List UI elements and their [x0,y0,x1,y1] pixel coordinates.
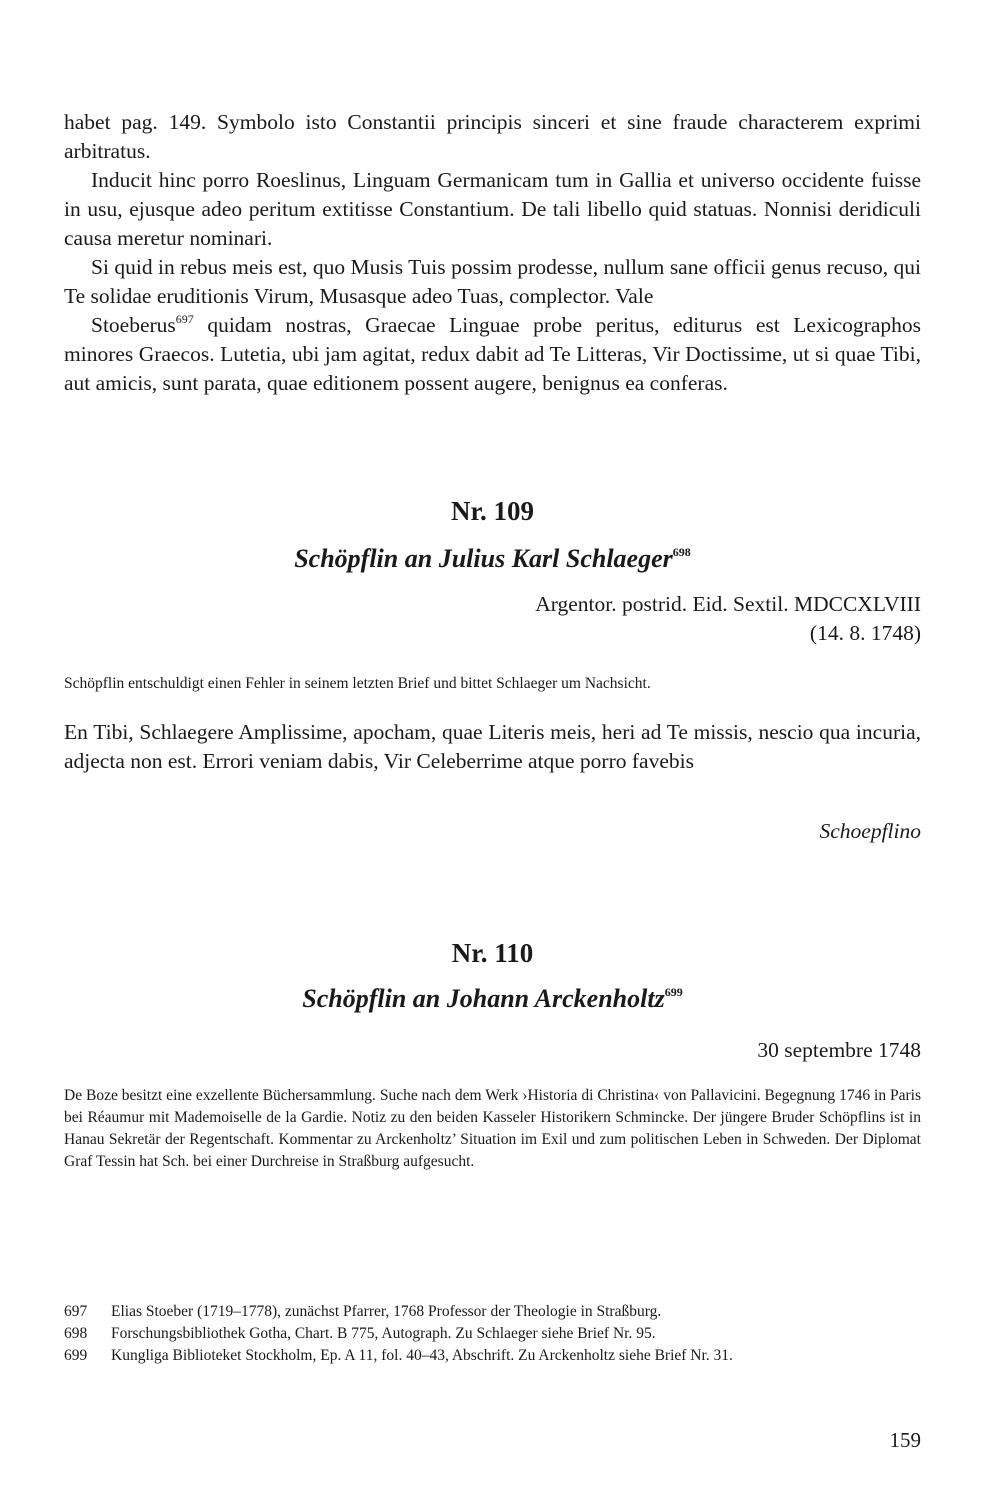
footnote-number: 698 [64,1325,88,1342]
letter-heading-text: Schöpflin an Julius Karl Schlaeger [294,544,673,573]
letter-text: En Tibi, Schlaegere Amplissime, apocham, quae Literis meis, heri ad Te missis, nescio qua incuria, adjecta non est. Errori veniam dabis, Vir Celeberrime atque porro favebis [64,720,921,773]
paragraph: habet pag. 149. Symbolo isto Constantii principis sinceri et sine fraude characterem exprimi arbitratus. [64,110,921,163]
footnote-number: 699 [64,1347,88,1364]
page-number: 159 [889,1428,921,1452]
footnote-text: Kungliga Biblioteket Stockholm, Ep. A 11, fol. 40–43, Abschrift. Zu Arckenholtz siehe Brief Nr. 31. [111,1347,733,1364]
paragraph: Inducit hinc porro Roeslinus, Linguam Germanicam tum in Gallia et universo occidente fuisse in usu, ejusque adeo peritum extitisse Constantium. De tali libello quid statuas. Nonnisi deridiculi causa meretur nominari. [64,168,921,250]
paragraph: Si quid in rebus meis est, quo Musis Tuis possim prodesse, nullum sane officii genus recuso, qui Te solidae eruditionis Virum, Musasque adeo Tuas, complector. Vale [64,255,921,308]
footnote-ref: 699 [664,985,683,999]
letter-signature: Schoepflino [819,819,921,843]
letter-date: (14. 8. 1748) [809,621,921,645]
letter-continuation [64,108,921,398]
letter-number: Nr. 110 [451,938,534,968]
paragraph-rest: quidam nostras, Graecae Linguae probe peritus, editurus est Lexicographos minores Graecos. Lutetia, ubi jam agitat, redux dabit ad Te Litteras, Vir Doctissime, ut si quae Tibi, aut amicis, sunt parata, quae editionem possent augere, benignus ea conferas. [64,313,921,395]
footnote-ref: 698 [672,545,691,559]
footnote-text: Elias Stoeber (1719–1778), zunächst Pfarrer, 1768 Professor der Theologie in Straßburg. [111,1303,662,1320]
letter-dateline: Argentor. postrid. Eid. Sextil. MDCCXLVIII [535,592,921,616]
letter-number: Nr. 109 [450,496,534,526]
footnote [64,1301,921,1323]
footnote [64,1345,921,1367]
letter-heading-text: Schöpflin an Johann Arckenholtz [302,984,665,1013]
footnote-number: 697 [64,1303,88,1320]
letter-summary: De Boze besitzt eine exzellente Büchersammlung. Suche nach dem Werk ›Historia di Christina‹ von Pallavicini. Begegnung 1746 in Paris bei Réaumur mit Mademoiselle de la Gardie. Notiz zu den beiden Kasseler Historikern Schmincke. Der jüngere Bruder Schöpflins ist in Hanau Sekretär der Regentschaft. Kommentar zu Arckenholtz’ Situation im Exil und zum politischen Leben in Schweden. Der Diplomat Graf Tessin hat Sch. bei einer Durchreise in Straßburg aufgesucht. [64,1087,921,1170]
letter-heading [64,544,921,574]
footnote-ref: 697 [175,312,194,326]
letter-summary: Schöpflin entschuldigt einen Fehler in seinem letzten Brief und bittet Schlaeger um Nachsicht. [64,675,651,692]
paragraph [64,311,921,398]
footnote [64,1323,921,1345]
footnotes [64,1301,921,1367]
paragraph-start: Stoeberus [91,313,176,337]
letter-heading [64,984,921,1014]
footnote-text: Forschungsbibliothek Gotha, Chart. B 775, Autograph. Zu Schlaeger siehe Brief Nr. 95. [111,1325,656,1342]
letter-date: 30 septembre 1748 [757,1038,921,1062]
